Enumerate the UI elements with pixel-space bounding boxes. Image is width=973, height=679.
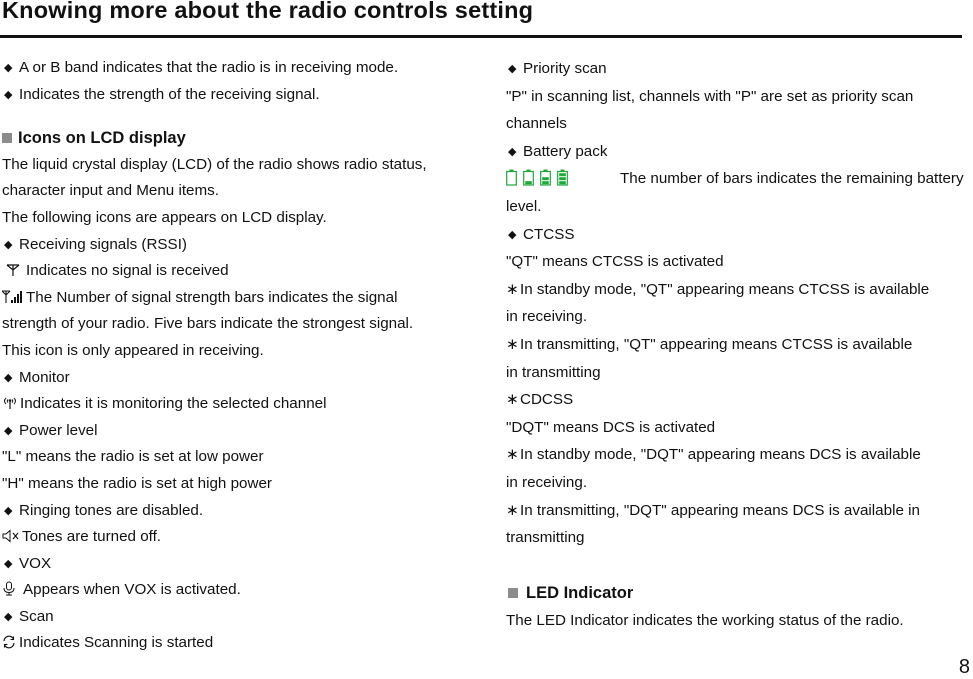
cdcss-standby-cont: in receiving. <box>506 473 588 491</box>
bullet-icon: ◆ <box>508 228 517 241</box>
lcd-desc-line: The liquid crystal display (LCD) of the radio shows radio status, <box>2 155 427 173</box>
power-low: "L" means the radio is set at low power <box>2 448 264 466</box>
bullet-icon: ◆ <box>4 610 13 623</box>
cdcss-standby: ∗In standby mode, "DQT" appearing means DCS is available <box>506 441 968 469</box>
bullet-icon: ◆ <box>4 504 13 517</box>
battery-desc: The number of bars indicates the remaining battery <box>506 165 968 193</box>
bullet-icon: ◆ <box>4 88 13 101</box>
ctcss-standby: ∗In standby mode, "QT" appearing means CTCSS is available <box>506 276 968 304</box>
ctcss-transmit-cont: in transmitting <box>506 363 601 381</box>
led-desc: The LED Indicator indicates the working status of the radio. <box>506 612 904 630</box>
lcd-desc-line: The following icons are appears on LCD display. <box>2 208 327 226</box>
power-high: "H" means the radio is set at high power <box>2 474 272 492</box>
right-column <box>506 55 968 635</box>
ctcss-transmit: ∗In transmitting, "QT" appearing means CTCSS is available <box>506 331 968 359</box>
priority-desc: channels <box>506 115 567 133</box>
lcd-desc-line: character input and Menu items. <box>2 182 219 200</box>
power-label: ◆ Power level <box>2 418 472 445</box>
bullet-icon: ◆ <box>508 63 517 75</box>
cdcss-transmit-cont: transmitting <box>506 529 585 547</box>
ctcss-standby-cont: in receiving. <box>506 308 588 326</box>
rssi-bars-desc: The Number of signal strength bars indicates the signal <box>2 285 472 312</box>
microphone-icon <box>2 581 16 596</box>
cdcss-transmit: ∗In transmitting, "DQT" appearing means DCS is available in <box>506 497 968 525</box>
monitor-icon <box>2 396 18 410</box>
cdcss-meaning: "DQT" means DCS is activated <box>506 418 716 436</box>
scan-label: ◆ Scan <box>2 604 472 631</box>
heading-square-icon <box>2 133 12 143</box>
bullet-icon: ◆ <box>508 145 517 158</box>
page-title: Knowing more about the radio controls setting <box>2 0 534 23</box>
asterisk-icon: ∗ <box>506 446 519 464</box>
bullet-icon: ◆ <box>4 557 13 570</box>
ctcss-label: ◆ CTCSS <box>506 221 968 249</box>
scan-desc: Indicates Scanning is started <box>2 630 472 657</box>
icons-heading: Icons on LCD display <box>2 125 472 152</box>
battery-desc-cont: level. <box>506 197 542 215</box>
page-number: 8 <box>958 656 970 678</box>
intro-item-signal: ◆ Indicates the strength of the receiving signal. <box>2 82 472 109</box>
ringing-desc: Tones are turned off. <box>2 524 472 551</box>
rssi-bars-desc: This icon is only appeared in receiving. <box>2 341 264 359</box>
bullet-icon: ◆ <box>4 424 13 437</box>
ctcss-meaning: "QT" means CTCSS is activated <box>506 253 724 271</box>
signal-bars-icon <box>2 290 24 304</box>
bullet-icon: ◆ <box>4 371 13 384</box>
vox-label: ◆ VOX <box>2 551 472 578</box>
left-column <box>2 55 472 657</box>
asterisk-icon: ∗ <box>506 501 519 519</box>
bullet-icon: ◆ <box>4 62 13 74</box>
priority-desc: "P" in scanning list, channels with "P" are set as priority scan <box>506 87 914 105</box>
bullet-icon: ◆ <box>4 238 13 251</box>
vox-desc: Appears when VOX is activated. <box>2 577 472 604</box>
asterisk-icon: ∗ <box>506 280 519 298</box>
asterisk-icon: ∗ <box>506 391 519 409</box>
monitor-label: ◆ Monitor <box>2 365 472 392</box>
battery-icon <box>506 169 612 186</box>
intro-item-band: ◆ A or B band indicates that the radio is in receiving mode. <box>2 55 472 82</box>
antenna-icon <box>6 263 20 277</box>
rssi-bars-desc: strength of your radio. Five bars indicate the strongest signal. <box>2 315 414 333</box>
heading-square-icon <box>508 588 518 598</box>
cdcss-label: ∗CDCSS <box>506 386 968 414</box>
rssi-no-signal: Indicates no signal is received <box>2 258 472 285</box>
scan-cycle-icon <box>2 635 16 649</box>
led-heading: LED Indicator <box>506 580 968 608</box>
asterisk-icon: ∗ <box>506 335 519 353</box>
rssi-label: ◆ Receiving signals (RSSI) <box>2 232 472 259</box>
battery-label: ◆ Battery pack <box>506 138 968 166</box>
title-rule <box>0 35 962 38</box>
monitor-desc: Indicates it is monitoring the selected channel <box>2 391 472 418</box>
ringing-label: ◆ Ringing tones are disabled. <box>2 498 472 525</box>
priority-label: ◆ Priority scan <box>506 55 968 83</box>
speaker-mute-icon <box>2 529 20 543</box>
